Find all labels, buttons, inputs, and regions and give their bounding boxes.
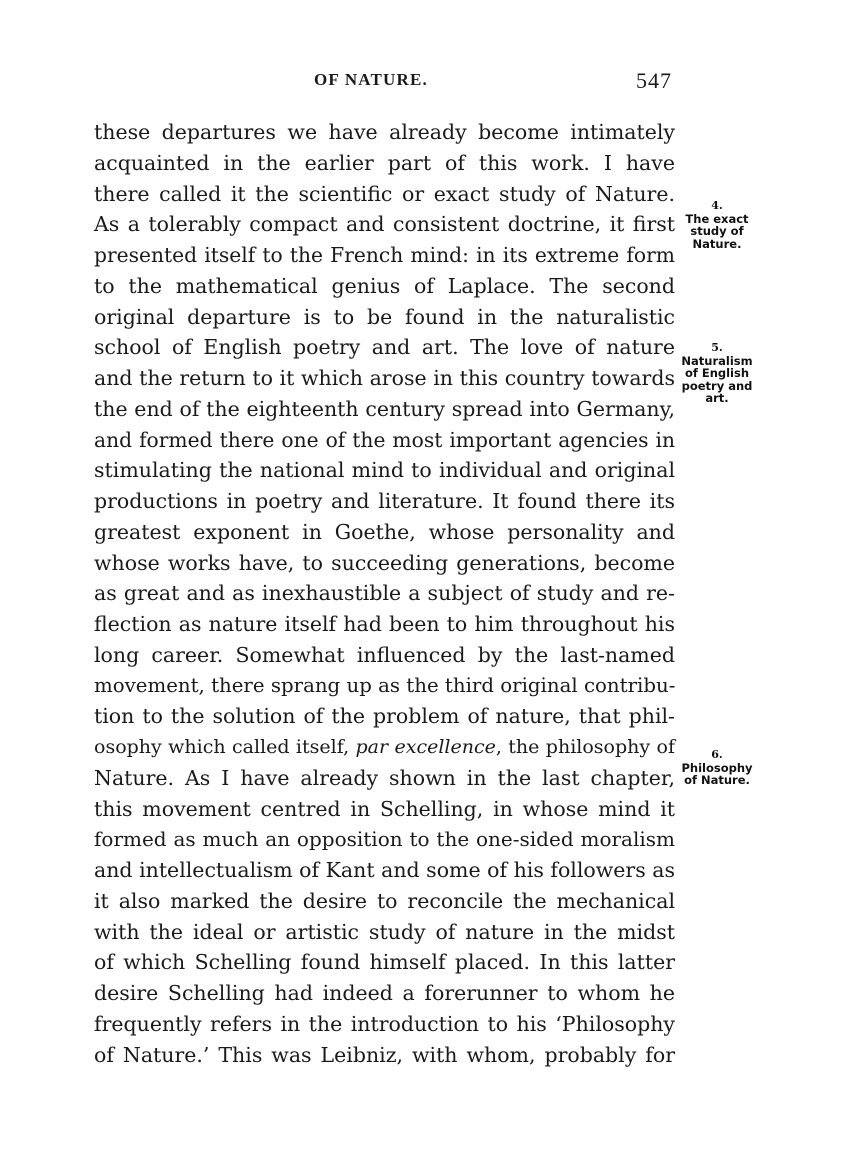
text-line: stimulating the national mind to individual and original <box>94 458 675 483</box>
text-line: movement, there sprang up as the third original contribu- <box>94 673 676 697</box>
sidenote-text: Naturalism of English poetry and art. <box>681 353 753 405</box>
text-line: flection as nature itself had been to him throughout his <box>94 612 675 636</box>
text-line: whose works have, to succeeding generations, become <box>94 550 675 575</box>
text-line: tion to the solution of the problem of nature, that phil- <box>94 704 675 729</box>
text-line-with-emphasis <box>94 732 675 763</box>
sidenote-philosophy-of-nature <box>674 749 760 787</box>
text-line: presented itself to the French mind: in its extreme form <box>94 243 675 267</box>
emphasis-par-excellence: par excellence <box>355 736 496 758</box>
sidenote-naturalism <box>674 342 760 405</box>
running-head <box>314 68 674 98</box>
text-line: Nature. As I have already shown in the last chapter, <box>94 765 675 790</box>
text-line: this movement centred in Schelling, in whose mind it <box>94 796 675 821</box>
text-line: original departure is to be found in the naturalistic <box>94 304 675 329</box>
text-line: of Nature.’ This was Leibniz, with whom, probably for <box>94 1042 675 1067</box>
body-text <box>94 117 675 1070</box>
sidenote-text: The exact study of Nature. <box>685 211 749 251</box>
text-line: to the mathematical genius of Laplace. The second <box>94 273 675 298</box>
sidenote-number: 5. <box>711 341 723 354</box>
text-line: greatest exponent in Goethe, whose personality and <box>94 519 675 544</box>
text-line: it also marked the desire to reconcile the mechanical <box>94 888 675 913</box>
text-line: productions in poetry and literature. It found there its <box>94 489 675 513</box>
running-title: OF NATURE. <box>314 70 428 89</box>
sidenote-exact-study <box>674 200 760 250</box>
text-line: as great and as inexhaustible a subject of study and re- <box>94 581 675 606</box>
sidenote-number: 4. <box>711 199 723 212</box>
sidenote-number: 6. <box>711 748 723 761</box>
text-line: and formed there one of the most important agencies in <box>94 427 675 452</box>
text-line: and intellectualism of Kant and some of his followers as <box>94 858 676 882</box>
text-line: there called it the scientific or exact study of Nature. <box>94 181 675 206</box>
page-number: 547 <box>636 68 672 93</box>
sidenote-text: Philosophy of Nature. <box>681 760 753 787</box>
text-line: these departures we have already become intimately <box>94 120 675 144</box>
text-line: As a tolerably compact and consistent doctrine, it first <box>94 212 675 237</box>
text-line: acquainted in the earlier part of this work. I have <box>94 150 675 175</box>
text-fragment: osophy which called itself, <box>94 736 356 758</box>
text-fragment: , the philosophy of <box>495 736 675 758</box>
text-line: frequently refers in the introduction to his ‘Philosophy <box>94 1011 675 1036</box>
text-line: desire Schelling had indeed a forerunner to whom he <box>94 981 675 1005</box>
text-line: long career. Somewhat influenced by the last-named <box>94 642 675 667</box>
text-line: school of English poetry and art. The love of nature <box>94 335 675 360</box>
text-line: the end of the eighteenth century spread into Germany, <box>94 396 675 421</box>
text-line: and the return to it which arose in this country towards <box>94 366 675 390</box>
text-line: with the ideal or artistic study of nature in the midst <box>94 919 675 944</box>
text-line: of which Schelling found himself placed. In this latter <box>94 950 675 975</box>
text-line: formed as much an opposition to the one-sided moralism <box>94 827 675 852</box>
